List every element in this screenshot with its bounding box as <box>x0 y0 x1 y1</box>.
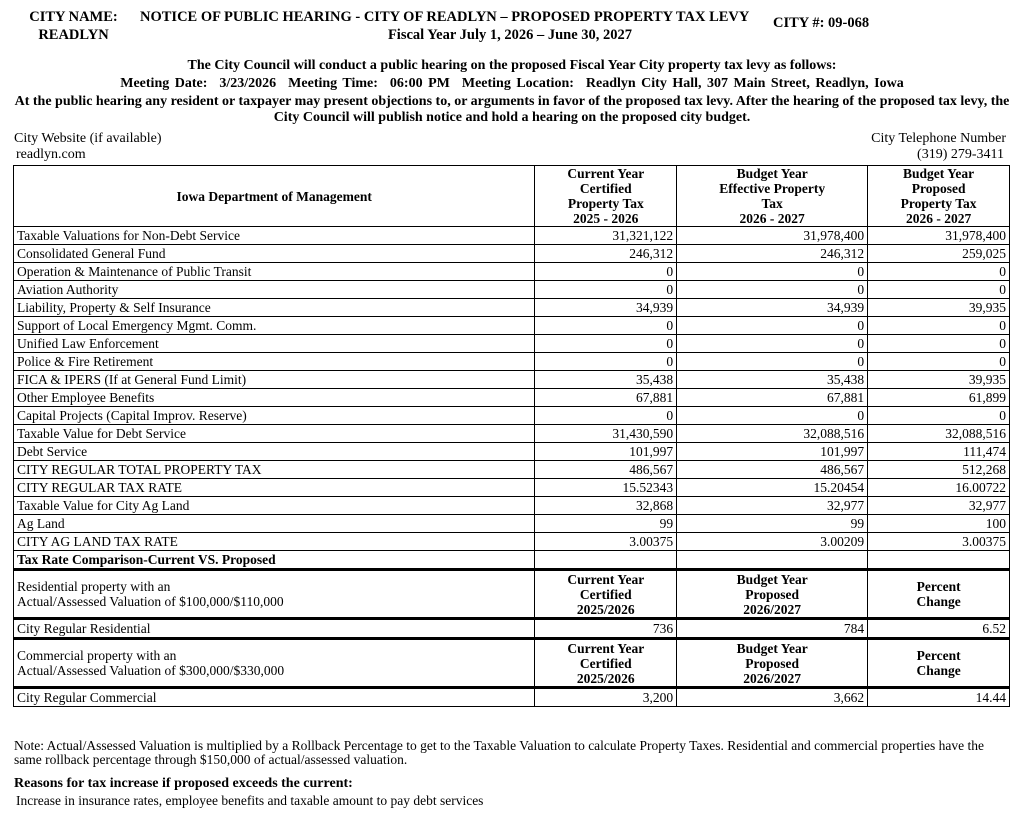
table-header-row <box>14 166 1010 227</box>
cmp-header-proposed <box>677 570 868 619</box>
current-year-value: 101,997 <box>535 443 677 461</box>
header-line: Property Tax <box>567 196 644 211</box>
table-row <box>14 407 1010 425</box>
table-row <box>14 335 1010 353</box>
notice-title: NOTICE OF PUBLIC HEARING - CITY OF READLYN – PROPOSED PROPERTY TAX LEVY <box>140 9 750 25</box>
row-label: Aviation Authority <box>14 281 535 299</box>
header-line: 2026/2027 <box>743 601 802 617</box>
budget-proposed-value: 0 <box>868 317 1010 335</box>
budget-proposed-value: 0 <box>868 353 1010 371</box>
commercial-proposed: 3,662 <box>677 688 868 707</box>
table-row <box>14 371 1010 389</box>
current-year-value: 99 <box>535 515 677 533</box>
commercial-current: 3,200 <box>535 688 677 707</box>
table-row <box>14 479 1010 497</box>
property-tax-table <box>13 165 1010 707</box>
website-label: City Website (if available) <box>14 131 162 146</box>
table-row <box>14 281 1010 299</box>
cmp-header-percent <box>868 570 1010 619</box>
header-line: 2026 - 2027 <box>905 211 972 226</box>
header-line: Budget Year <box>736 166 808 181</box>
empty-cell <box>677 551 868 570</box>
row-label: Consolidated General Fund <box>14 245 535 263</box>
commercial-percent-change: 14.44 <box>868 688 1010 707</box>
website-value: readlyn.com <box>16 147 86 162</box>
header-budget-proposed <box>868 166 1010 227</box>
cmp-header-proposed <box>677 639 868 688</box>
header-line: Property Tax <box>900 196 977 211</box>
header-current-year <box>535 166 677 227</box>
residential-percent-change: 6.52 <box>868 619 1010 639</box>
header-line: 2025/2026 <box>576 601 635 617</box>
city-name-block <box>26 8 121 44</box>
header-line: Change <box>916 594 961 609</box>
table-row <box>14 317 1010 335</box>
header-line: Percent <box>916 579 961 594</box>
budget-proposed-value: 111,474 <box>868 443 1010 461</box>
cmp-header-percent <box>868 639 1010 688</box>
current-year-value: 0 <box>535 353 677 371</box>
current-year-value: 0 <box>535 335 677 353</box>
reasons-heading: Reasons for tax increase if proposed exceeds the current: <box>14 776 353 791</box>
budget-effective-value: 246,312 <box>677 245 868 263</box>
current-year-value: 15.52343 <box>535 479 677 497</box>
row-label: Unified Law Enforcement <box>14 335 535 353</box>
budget-effective-value: 0 <box>677 353 868 371</box>
table-row <box>14 299 1010 317</box>
budget-proposed-value: 32,088,516 <box>868 425 1010 443</box>
meeting-time-label: Meeting Time: <box>288 76 378 91</box>
meeting-date: 3/23/2026 <box>219 76 277 91</box>
header-budget-effective <box>677 166 868 227</box>
row-label: Taxable Value for City Ag Land <box>14 497 535 515</box>
budget-effective-value: 486,567 <box>677 461 868 479</box>
current-year-value: 0 <box>535 407 677 425</box>
header-line: Proposed <box>745 655 800 671</box>
tax-rows <box>14 227 1010 551</box>
commercial-row <box>14 688 1010 707</box>
budget-effective-value: 0 <box>677 263 868 281</box>
budget-effective-value: 0 <box>677 407 868 425</box>
comparison-title-row <box>14 551 1010 570</box>
budget-effective-value: 0 <box>677 335 868 353</box>
row-label: Support of Local Emergency Mgmt. Comm. <box>14 317 535 335</box>
intro-line: The City Council will conduct a public hearing on the proposed Fiscal Year City property tax levy as follows: <box>187 58 837 73</box>
current-year-value: 0 <box>535 281 677 299</box>
residential-description <box>14 570 535 619</box>
comparison-title: Tax Rate Comparison-Current VS. Proposed <box>14 551 535 570</box>
budget-proposed-value: 0 <box>868 263 1010 281</box>
table-row <box>14 263 1010 281</box>
row-label: Capital Projects (Capital Improv. Reserve) <box>14 407 535 425</box>
table-row <box>14 443 1010 461</box>
header-line: Tax <box>761 196 783 211</box>
current-year-value: 486,567 <box>535 461 677 479</box>
row-label: Other Employee Benefits <box>14 389 535 407</box>
row-label: Ag Land <box>14 515 535 533</box>
table-row <box>14 245 1010 263</box>
meeting-date-label: Meeting Date: <box>120 76 208 91</box>
row-label: Liability, Property & Self Insurance <box>14 299 535 317</box>
header-line: Effective Property <box>719 181 826 196</box>
meeting-location: Readlyn City Hall, 307 Main Street, Readlyn, Iowa <box>585 76 904 91</box>
header-line: Change <box>916 663 961 678</box>
header-line: Proposed <box>745 586 800 602</box>
empty-cell <box>535 551 677 570</box>
header-line: 2026 - 2027 <box>739 211 805 226</box>
city-number: CITY #: 09-068 <box>773 15 870 31</box>
header-line: Current Year <box>567 571 645 587</box>
current-year-value: 35,438 <box>535 371 677 389</box>
row-label: Taxable Valuations for Non-Debt Service <box>14 227 535 245</box>
table-row <box>14 425 1010 443</box>
phone-label: City Telephone Number <box>871 131 1006 146</box>
table-row <box>14 497 1010 515</box>
header-line: Percent <box>916 648 961 663</box>
header-line: Budget Year <box>736 571 808 587</box>
row-label: Taxable Value for Debt Service <box>14 425 535 443</box>
objections-paragraph: At the public hearing any resident or taxpayer may present objections to, or arguments in favor of the proposed tax levy. After the hearing of the proposed tax levy, the City Council will publish notice and hold a hearing on the proposed city budget. <box>14 94 1010 125</box>
row-label: Police & Fire Retirement <box>14 353 535 371</box>
budget-proposed-value: 32,977 <box>868 497 1010 515</box>
header-line: Certified <box>579 586 632 602</box>
table-row <box>14 389 1010 407</box>
budget-effective-value: 101,997 <box>677 443 868 461</box>
header-line: 2025/2026 <box>576 670 635 686</box>
residential-label: City Regular Residential <box>14 619 535 639</box>
cmp-header-current <box>535 639 677 688</box>
header-line: Current Year <box>567 640 645 656</box>
budget-effective-value: 34,939 <box>677 299 868 317</box>
desc-line: Residential property with an <box>17 579 171 594</box>
row-label: CITY REGULAR TOTAL PROPERTY TAX <box>14 461 535 479</box>
notice-title-block <box>140 8 750 44</box>
budget-effective-value: 32,088,516 <box>677 425 868 443</box>
budget-proposed-value: 0 <box>868 407 1010 425</box>
residential-proposed: 784 <box>677 619 868 639</box>
current-year-value: 0 <box>535 317 677 335</box>
header-line: 2026/2027 <box>743 670 802 686</box>
budget-proposed-value: 39,935 <box>868 299 1010 317</box>
budget-effective-value: 67,881 <box>677 389 868 407</box>
header-line: Proposed <box>911 181 966 196</box>
budget-effective-value: 99 <box>677 515 868 533</box>
budget-effective-value: 31,978,400 <box>677 227 868 245</box>
budget-proposed-value: 100 <box>868 515 1010 533</box>
empty-cell <box>868 551 1010 570</box>
reasons-text: Increase in insurance rates, employee benefits and taxable amount to pay debt services <box>16 793 484 808</box>
residential-current: 736 <box>535 619 677 639</box>
budget-proposed-value: 259,025 <box>868 245 1010 263</box>
table-row <box>14 353 1010 371</box>
current-year-value: 31,430,590 <box>535 425 677 443</box>
rollback-note: Note: Actual/Assessed Valuation is multiplied by a Rollback Percentage to get to the Taxable Valuation to calculate Property Taxes. Residential and commercial properties have the same rollback percentage through $150,000 of actual/assessed valuation. <box>14 738 984 767</box>
header-line: Certified <box>579 655 632 671</box>
meeting-time: 06:00 PM <box>389 76 450 91</box>
budget-effective-value: 35,438 <box>677 371 868 389</box>
budget-proposed-value: 16.00722 <box>868 479 1010 497</box>
residential-row <box>14 619 1010 639</box>
commercial-label: City Regular Commercial <box>14 688 535 707</box>
city-name-label: CITY NAME: <box>29 9 118 25</box>
meeting-details <box>0 75 1024 92</box>
header-line: Current Year <box>567 166 645 181</box>
budget-proposed-value: 39,935 <box>868 371 1010 389</box>
budget-proposed-value: 0 <box>868 335 1010 353</box>
desc-line: Commercial property with an <box>17 648 177 663</box>
residential-header-row <box>14 570 1010 619</box>
row-label: Debt Service <box>14 443 535 461</box>
budget-proposed-value: 512,268 <box>868 461 1010 479</box>
header-line: 2025 - 2026 <box>573 211 639 226</box>
budget-effective-value: 15.20454 <box>677 479 868 497</box>
commercial-description <box>14 639 535 688</box>
header-line: Budget Year <box>903 166 975 181</box>
header-line: Certified <box>579 181 632 196</box>
table-row <box>14 227 1010 245</box>
cmp-header-current <box>535 570 677 619</box>
row-label: Operation & Maintenance of Public Transit <box>14 263 535 281</box>
desc-line: Actual/Assessed Valuation of $100,000/$110,000 <box>17 594 284 609</box>
budget-effective-value: 0 <box>677 281 868 299</box>
current-year-value: 67,881 <box>535 389 677 407</box>
budget-effective-value: 3.00209 <box>677 533 868 551</box>
phone-value: (319) 279-3411 <box>917 147 1004 162</box>
row-label: FICA & IPERS (If at General Fund Limit) <box>14 371 535 389</box>
budget-effective-value: 32,977 <box>677 497 868 515</box>
current-year-value: 0 <box>535 263 677 281</box>
header-department: Iowa Department of Management <box>14 166 535 227</box>
comparison-section <box>14 551 1010 707</box>
row-label: CITY REGULAR TAX RATE <box>14 479 535 497</box>
budget-proposed-value: 31,978,400 <box>868 227 1010 245</box>
table-row <box>14 515 1010 533</box>
table-row <box>14 533 1010 551</box>
row-label: CITY AG LAND TAX RATE <box>14 533 535 551</box>
meeting-location-label: Meeting Location: <box>461 76 574 91</box>
budget-proposed-value: 0 <box>868 281 1010 299</box>
current-year-value: 32,868 <box>535 497 677 515</box>
budget-proposed-value: 61,899 <box>868 389 1010 407</box>
commercial-header-row <box>14 639 1010 688</box>
header-line: Budget Year <box>736 640 808 656</box>
current-year-value: 3.00375 <box>535 533 677 551</box>
desc-line: Actual/Assessed Valuation of $300,000/$330,000 <box>17 663 285 678</box>
budget-proposed-value: 3.00375 <box>868 533 1010 551</box>
current-year-value: 31,321,122 <box>535 227 677 245</box>
current-year-value: 246,312 <box>535 245 677 263</box>
city-name: READLYN <box>38 27 109 43</box>
table-row <box>14 461 1010 479</box>
budget-effective-value: 0 <box>677 317 868 335</box>
fiscal-year: Fiscal Year July 1, 2026 – June 30, 2027 <box>387 27 633 43</box>
current-year-value: 34,939 <box>535 299 677 317</box>
